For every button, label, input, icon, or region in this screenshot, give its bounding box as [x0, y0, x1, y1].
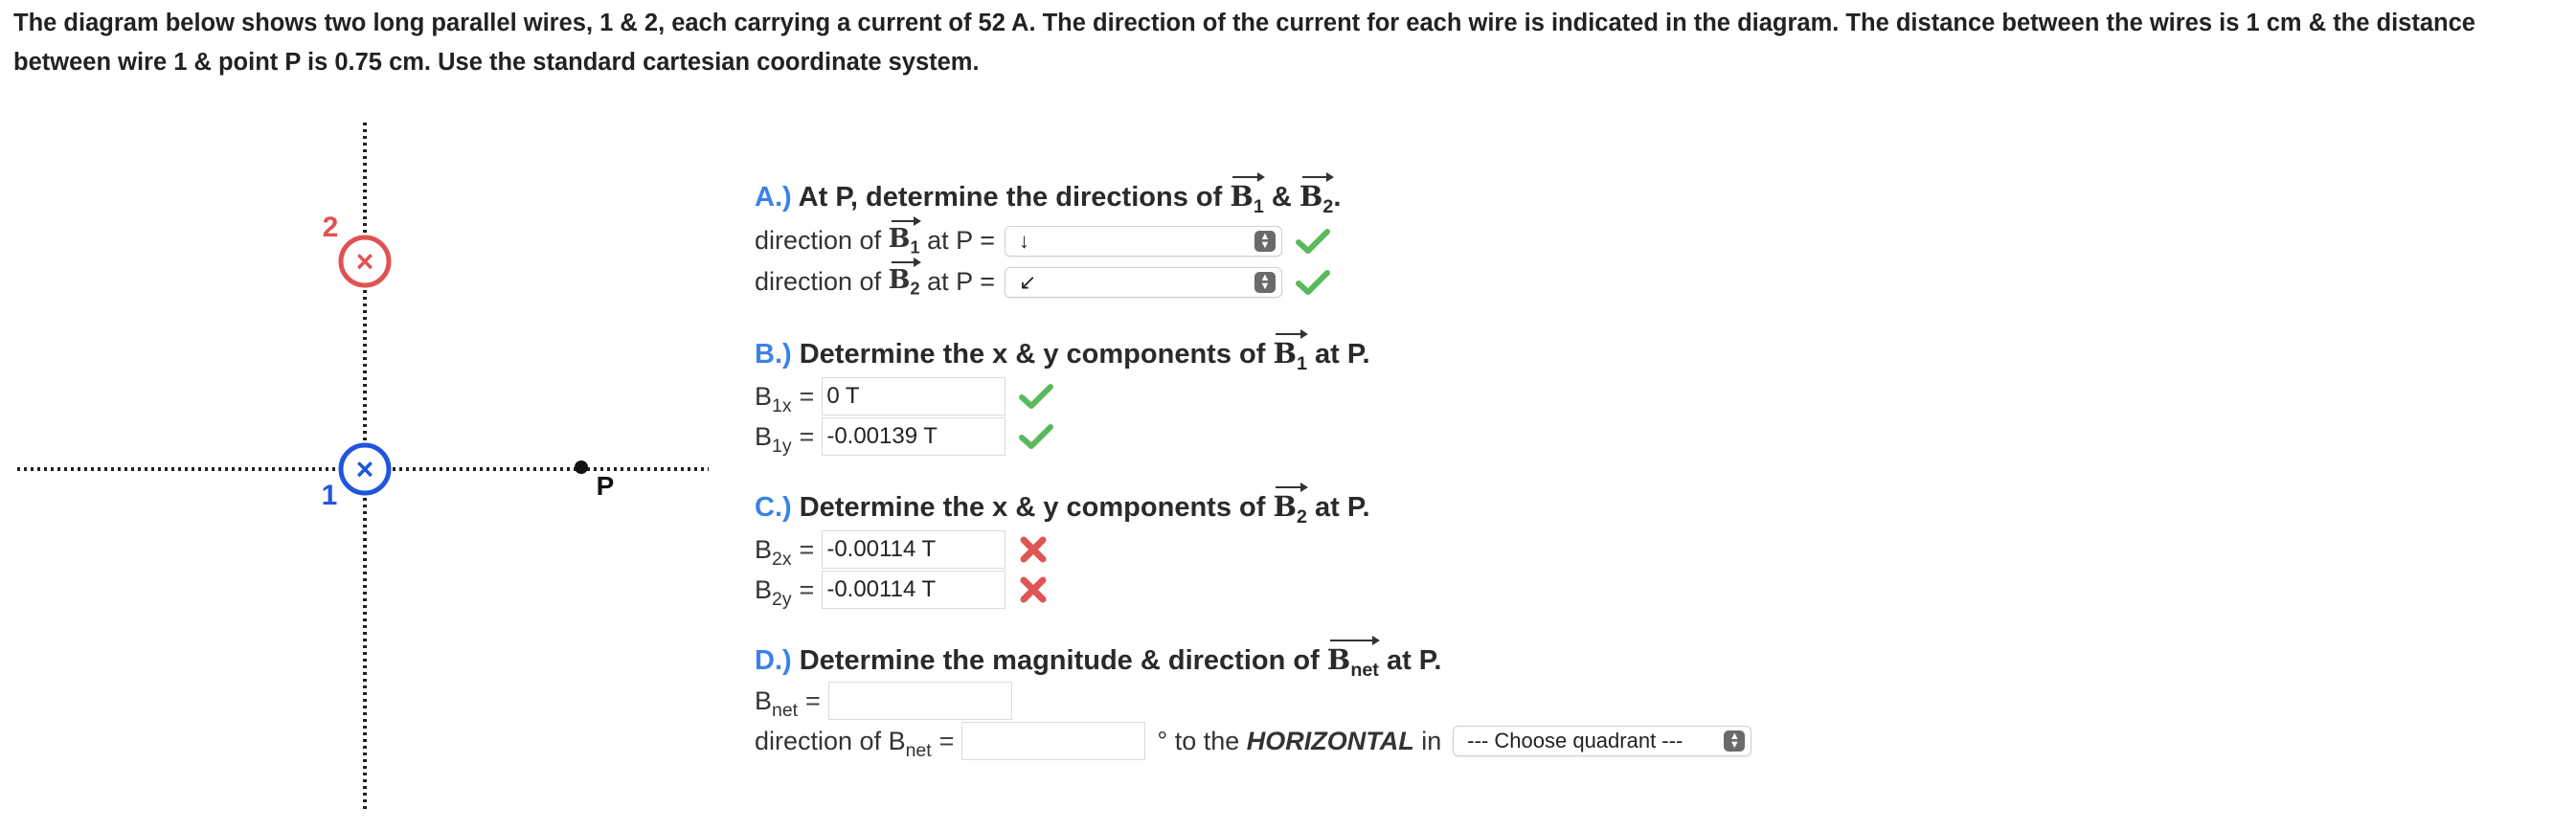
row-label: direction of	[755, 267, 882, 297]
part-a-row-2	[755, 265, 1330, 299]
direction-b2-select[interactable]	[1005, 267, 1282, 298]
direction-b1-select[interactable]	[1005, 226, 1282, 257]
wire-diagram	[0, 110, 728, 819]
b2-vector: $B_2$	[888, 265, 920, 299]
equals-sign: =	[799, 421, 815, 451]
b2-vector: $B_2$	[1273, 490, 1307, 528]
part-c-letter: C.)	[755, 492, 792, 523]
row-label: direction of	[755, 226, 882, 256]
part-b-heading-post: at P.	[1315, 339, 1370, 370]
wire-1	[322, 445, 389, 511]
part-b-letter: B.)	[755, 339, 792, 370]
part-d-heading-post: at P.	[1386, 645, 1442, 676]
equals-sign: =	[799, 574, 815, 604]
row-label-post: at P =	[927, 267, 995, 297]
check-icon	[1019, 383, 1053, 410]
x-mark-icon	[1019, 535, 1048, 564]
part-b-heading-text: Determine the x & y components of	[799, 339, 1266, 370]
wire-1-current-symbol: ×	[355, 452, 374, 486]
quadrant-select-value: --- Choose quadrant ---	[1467, 729, 1683, 752]
row-label-post: at P =	[927, 226, 995, 256]
part-d	[755, 643, 1441, 682]
check-icon	[1296, 269, 1330, 296]
problem-statement	[13, 4, 2561, 82]
part-a-letter: A.)	[755, 182, 792, 213]
part-a-heading: A.) At P, determine the directions of $B_1$ & $B_2$.	[755, 180, 1342, 217]
point-p-label: P	[596, 471, 615, 501]
part-d-heading	[755, 643, 1441, 682]
part-c-heading	[755, 490, 1370, 528]
part-c	[755, 490, 1370, 528]
problem-line-2: between wire 1 & point P is 0.75 cm. Use the standard cartesian coordinate system.	[13, 49, 980, 76]
equals-sign: =	[799, 534, 815, 564]
select-arrows-icon: ▲ ▼	[1724, 730, 1745, 752]
problem-line-1: The diagram below shows two long parallel wires, 1 & 2, each carrying a current of 52 A. The direction of the current for each wire is indicated in the diagram. The distance between the wires is 1 cm & the distance	[13, 10, 2475, 36]
b2x-label: $B_{2x}$	[755, 534, 792, 570]
part-c-row-y	[755, 571, 1048, 609]
b1y-label: $B_{1y}$	[755, 421, 792, 457]
b2y-input[interactable]: -0.00114 T	[822, 571, 1006, 609]
part-a-row-1	[755, 224, 1330, 258]
select-arrows-icon: ▲ ▼	[1254, 272, 1276, 293]
direction-b1-value: ↓	[1018, 228, 1029, 253]
bnet-vector: $B_{net}$	[1326, 643, 1379, 681]
part-a	[755, 180, 1341, 218]
b1y-input[interactable]: -0.00139 T	[822, 417, 1006, 456]
b2x-input[interactable]: -0.00114 T	[822, 530, 1006, 569]
equals-sign: =	[938, 726, 955, 755]
bnet-direction-input[interactable]	[961, 722, 1145, 760]
b1-vector: $B_1$	[1230, 180, 1264, 217]
part-a-heading-text: At P, determine the directions of	[798, 182, 1223, 213]
b1x-input[interactable]: 0 T	[822, 377, 1006, 416]
wire-2-label: 2	[322, 212, 339, 243]
degree-text: ° to the	[1157, 726, 1240, 755]
horizontal-text: HORIZONTAL	[1246, 726, 1414, 755]
part-d-heading-text: Determine the magnitude & direction of	[799, 645, 1320, 676]
bnet-label: $B_{net}$	[755, 685, 799, 721]
b1x-label: $B_{1x}$	[755, 381, 792, 416]
in-text: in	[1421, 726, 1442, 755]
b1-vector: $B_1$	[888, 224, 920, 258]
b2-vector: $B_2$	[1299, 180, 1334, 217]
equals-sign: =	[799, 381, 815, 411]
wire-1-label: 1	[321, 480, 338, 511]
part-b-row-y	[755, 417, 1053, 456]
quadrant-select[interactable]	[1453, 726, 1751, 756]
b2y-label: $B_{2y}$	[755, 574, 792, 610]
part-c-heading-post: at P.	[1315, 492, 1370, 523]
part-b-heading	[755, 337, 1370, 375]
select-arrows-icon: ▲ ▼	[1254, 231, 1276, 252]
check-icon	[1296, 228, 1330, 255]
x-mark-icon	[1019, 575, 1048, 604]
part-c-row-x	[755, 530, 1048, 569]
direction-b2-value: ↙	[1018, 269, 1037, 294]
part-d-row-direction	[755, 722, 1751, 760]
part-b	[755, 337, 1370, 375]
wire-2	[323, 212, 389, 285]
equals-sign: =	[805, 685, 821, 715]
b1-vector: $B_1$	[1273, 337, 1307, 374]
point-p	[575, 460, 614, 501]
bnet-input[interactable]	[828, 682, 1012, 720]
part-d-letter: D.)	[755, 645, 792, 676]
part-c-heading-text: Determine the x & y components of	[799, 492, 1266, 523]
check-icon	[1019, 423, 1053, 450]
part-d-row-magnitude	[755, 682, 1012, 720]
bnet-direction-label: direction of $B_{net}$	[755, 726, 932, 761]
part-b-row-x	[755, 377, 1053, 416]
wire-2-current-symbol: ×	[355, 244, 374, 279]
heading-amp: &	[1271, 182, 1292, 213]
